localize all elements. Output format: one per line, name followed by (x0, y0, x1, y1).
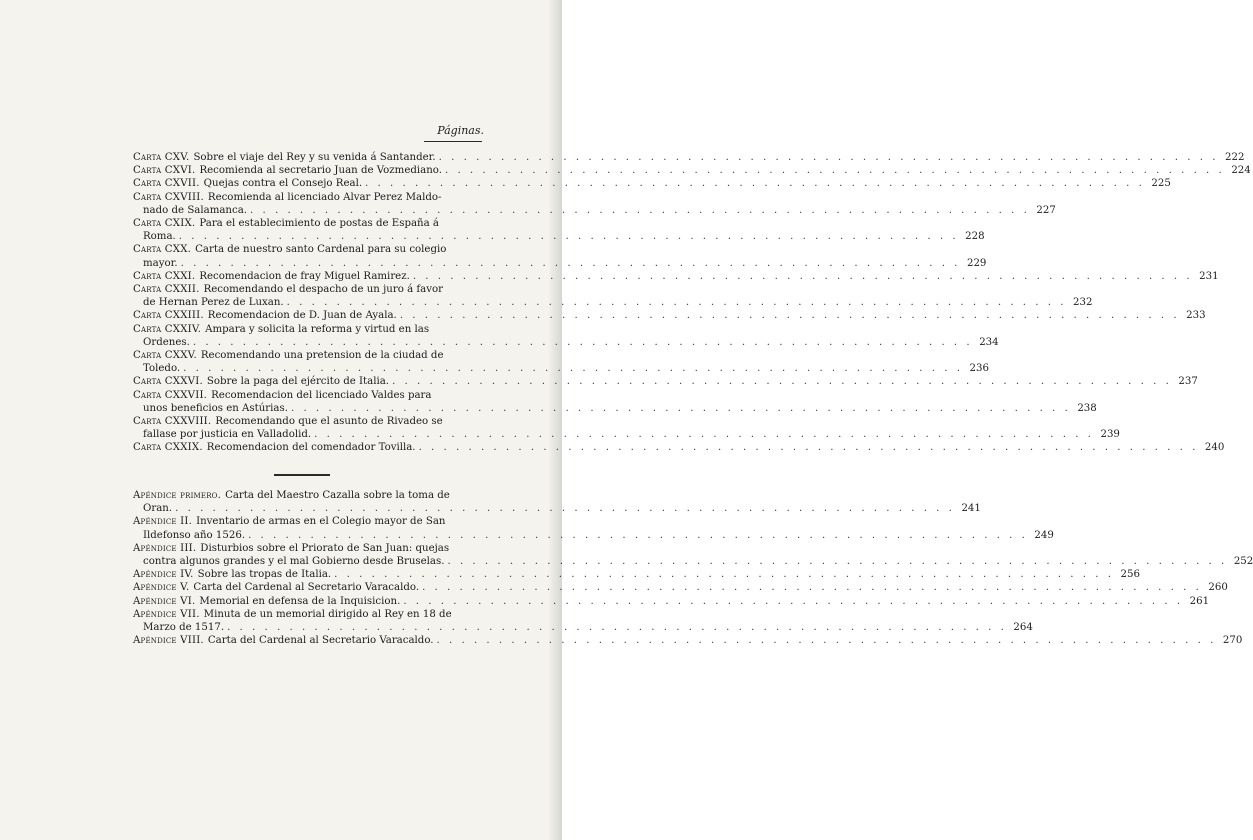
entry-text: Para el establecimiento de postas de España á (199, 218, 439, 230)
page-number: 225 (1151, 178, 1171, 190)
entry-line (133, 542, 485, 555)
entry-line (133, 441, 1225, 454)
entry-line (133, 323, 485, 336)
entry-line (133, 608, 485, 621)
entry-text: mayor. (143, 257, 178, 269)
page-number: 232 (1073, 297, 1093, 309)
toc-entry-letter (133, 270, 1219, 283)
entry-line (133, 177, 1171, 190)
entry-label: Carta CXX. (133, 244, 192, 256)
toc-entry-letter (133, 217, 985, 243)
page-number: 241 (961, 503, 981, 515)
entry-text: Carta del Cardenal al Secretario Varacaldo. (207, 635, 434, 647)
entry-text: Recomendando el despacho de un juro á favor (203, 284, 443, 296)
entry-label: Carta CXXVII. (133, 389, 208, 401)
entry-line (133, 581, 1228, 594)
entry-line (133, 555, 1253, 568)
dot-leader (190, 336, 973, 349)
page-number: 261 (1189, 595, 1210, 607)
entry-text: Carta del Cardenal al Secretario Varacaldo. (193, 582, 420, 594)
dot-leader (410, 270, 1193, 283)
toc-entry-letter (133, 309, 1206, 322)
page-number: 228 (965, 231, 985, 243)
entry-line (133, 389, 485, 402)
page-number: 237 (1178, 376, 1198, 388)
dot-leader (245, 529, 1028, 542)
entry-text: Recomendando una pretension de la ciudad de (200, 350, 444, 362)
entry-line (133, 415, 485, 428)
dot-leader (362, 177, 1145, 190)
entry-text: Recomendacion del comendador Tovilla. (206, 442, 416, 454)
entry-text: contra algunos grandes y el mal Gobierno desde Bruselas. (143, 556, 445, 568)
toc-entry-letter (133, 243, 987, 269)
dot-leader (288, 402, 1071, 415)
toc-entry-letter (133, 375, 1198, 388)
entry-line (133, 489, 485, 502)
entry-text: Recomienda al secretario Juan de Vozmediano. (199, 165, 442, 177)
entry-text: Quejas contra el Consejo Real. (203, 178, 363, 190)
dot-leader (416, 441, 1199, 454)
entry-line (133, 230, 985, 243)
entry-label: Carta CXVI. (133, 165, 196, 177)
page-number: 252 (1233, 556, 1253, 568)
letters-toc (133, 151, 1251, 455)
toc-entry-letter (133, 415, 1120, 441)
entry-line (133, 515, 485, 528)
toc-entry-appendix (133, 634, 1243, 647)
entry-label: Carta CXIX. (133, 218, 196, 230)
page-number: 238 (1077, 402, 1097, 414)
toc-entry-appendix (133, 608, 1033, 634)
entry-line (133, 191, 485, 204)
entry-text: Minuta de un memorial dirigido al Rey en 18 de (203, 608, 452, 620)
entry-line (133, 568, 1140, 581)
entry-label: Carta CXXV. (133, 350, 197, 362)
entry-text: Carta de nuestro santo Cardenal para su colegio (195, 244, 447, 256)
dot-leader (178, 257, 961, 270)
page-number: 222 (1224, 152, 1245, 163)
entry-label: Apéndice primero. (133, 490, 222, 501)
toc-entry-letter (133, 323, 999, 349)
dot-leader (436, 151, 1219, 164)
dot-leader (419, 581, 1202, 594)
entry-line (133, 336, 999, 349)
entry-text: Recomendando que el asunto de Rivadeo se (215, 416, 443, 428)
entry-text: Sobre las tropas de Italia. (197, 569, 332, 581)
page-number: 260 (1208, 582, 1228, 594)
dot-leader (389, 375, 1172, 388)
entry-text: fallase por justicia en Valladolid. (143, 429, 312, 441)
entry-line (133, 296, 1093, 309)
entry-line (133, 283, 485, 296)
dot-leader (172, 502, 955, 515)
entry-text: Disturbios sobre el Priorato de San Juan: quejas (200, 542, 450, 554)
entry-line (133, 309, 1206, 322)
entry-text: Sobre la paga del ejército de Italia. (206, 376, 390, 388)
entry-label: Apéndice V. (133, 582, 190, 594)
toc-entry-appendix (133, 515, 1054, 541)
entry-text: unos beneficios en Astúrias. (143, 402, 288, 414)
entry-text: Carta del Maestro Cazalla sobre la toma de (225, 490, 450, 501)
entry-text: Ordenes. (143, 336, 190, 348)
entry-line (133, 243, 485, 256)
entry-label: Carta CXXIX. (133, 442, 203, 454)
entry-label: Apéndice III. (133, 542, 197, 554)
entry-line (133, 529, 1054, 542)
entry-text: Memorial en defensa de la Inquisicion. (199, 595, 401, 607)
entry-text: Recomendacion de fray Miguel Ramirez. (199, 270, 410, 282)
dot-leader (247, 204, 1030, 217)
appendix-toc (133, 489, 1253, 647)
page-number: 240 (1204, 442, 1225, 454)
page-number: 233 (1186, 310, 1206, 322)
dot-leader (444, 555, 1227, 568)
entry-line (133, 151, 1245, 164)
entry-text: Recomendacion del licenciado Valdes para (211, 389, 432, 401)
entry-text: Ampara y solicita la reforma y virtud en las (205, 323, 430, 335)
entry-text: de Hernan Perez de Luxan. (143, 297, 284, 309)
entry-text: Roma. (143, 231, 176, 243)
entry-label: Apéndice IV. (133, 569, 194, 581)
toc-entry-appendix (133, 542, 1253, 568)
dot-leader (397, 309, 1180, 322)
toc-entry-letter (133, 191, 1056, 217)
entry-text: Oran. (143, 503, 173, 515)
toc-entry-letter (133, 349, 989, 375)
toc-entry-appendix (133, 595, 1210, 608)
entry-label: Carta CXVII. (133, 178, 200, 190)
entry-line (133, 164, 1251, 177)
page-number: 224 (1231, 165, 1251, 177)
dot-leader (331, 568, 1114, 581)
entry-line (133, 634, 1243, 647)
entry-line (133, 595, 1210, 608)
dot-leader (284, 296, 1067, 309)
entry-label: Carta CXVIII. (133, 191, 204, 203)
entry-text: Sobre el viaje del Rey y su venida á Santander. (193, 152, 436, 163)
entry-label: Apéndice VI. (133, 595, 196, 607)
entry-label: Apéndice II. (133, 516, 193, 528)
entry-label: Carta CXXIII. (133, 310, 204, 322)
dot-leader (180, 362, 963, 375)
entry-text: Marzo de 1517. (143, 622, 225, 634)
page-number: 270 (1222, 635, 1243, 647)
entry-line (133, 502, 981, 515)
entry-text: Toledo. (143, 363, 181, 375)
entry-line (133, 362, 989, 375)
page-header-title: Páginas. (437, 124, 484, 137)
toc-entry-letter (133, 441, 1225, 454)
toc-entry-letter (133, 151, 1245, 164)
entry-line (133, 428, 1120, 441)
toc-entry-letter (133, 389, 1097, 415)
dot-leader (224, 621, 1007, 634)
entry-label: Carta CXXIV. (133, 323, 202, 335)
dot-leader (176, 230, 959, 243)
entry-label: Apéndice VIII. (133, 635, 204, 647)
page-number: 231 (1199, 270, 1219, 282)
entry-text: Recomendacion de D. Juan de Ayala. (207, 310, 397, 322)
page-number: 239 (1100, 429, 1120, 441)
entry-label: Carta CXXI. (133, 270, 196, 282)
header-rule (424, 141, 482, 142)
entry-label: Carta CXV. (133, 152, 190, 163)
entry-line (133, 204, 1056, 217)
entry-label: Apéndice VII. (133, 608, 200, 620)
entry-label: Carta CXXVIII. (133, 416, 212, 428)
entry-text: Inventario de armas en el Colegio mayor de San (196, 516, 446, 528)
dot-leader (442, 164, 1225, 177)
entry-label: Carta CXXII. (133, 284, 200, 296)
dot-leader (311, 428, 1094, 441)
entry-text: nado de Salamanca. (143, 204, 248, 216)
entry-text: Recomienda al licenciado Alvar Perez Maldo- (207, 191, 442, 203)
toc-entry-appendix (133, 489, 981, 515)
toc-entry-letter (133, 177, 1171, 190)
page-number: 234 (979, 336, 999, 348)
entry-line (133, 375, 1198, 388)
dot-leader (434, 634, 1217, 647)
page-number: 227 (1036, 204, 1056, 216)
entry-line (133, 402, 1097, 415)
entry-line (133, 270, 1219, 283)
dot-leader (400, 595, 1183, 608)
toc-entry-letter (133, 164, 1251, 177)
toc-entry-letter (133, 283, 1093, 309)
entry-line (133, 257, 987, 270)
entry-label: Carta CXXVI. (133, 376, 203, 388)
page-number: 236 (969, 363, 989, 375)
toc-entry-appendix (133, 568, 1140, 581)
page-number: 249 (1034, 529, 1054, 541)
page-number: 256 (1120, 569, 1140, 581)
page-number: 264 (1013, 622, 1033, 634)
entry-line (133, 217, 485, 230)
page-number: 229 (966, 257, 987, 269)
toc-entry-appendix (133, 581, 1228, 594)
entry-line (133, 621, 1033, 634)
section-separator (274, 474, 330, 476)
entry-text: Ildefonso año 1526. (143, 529, 246, 541)
entry-line (133, 349, 485, 362)
